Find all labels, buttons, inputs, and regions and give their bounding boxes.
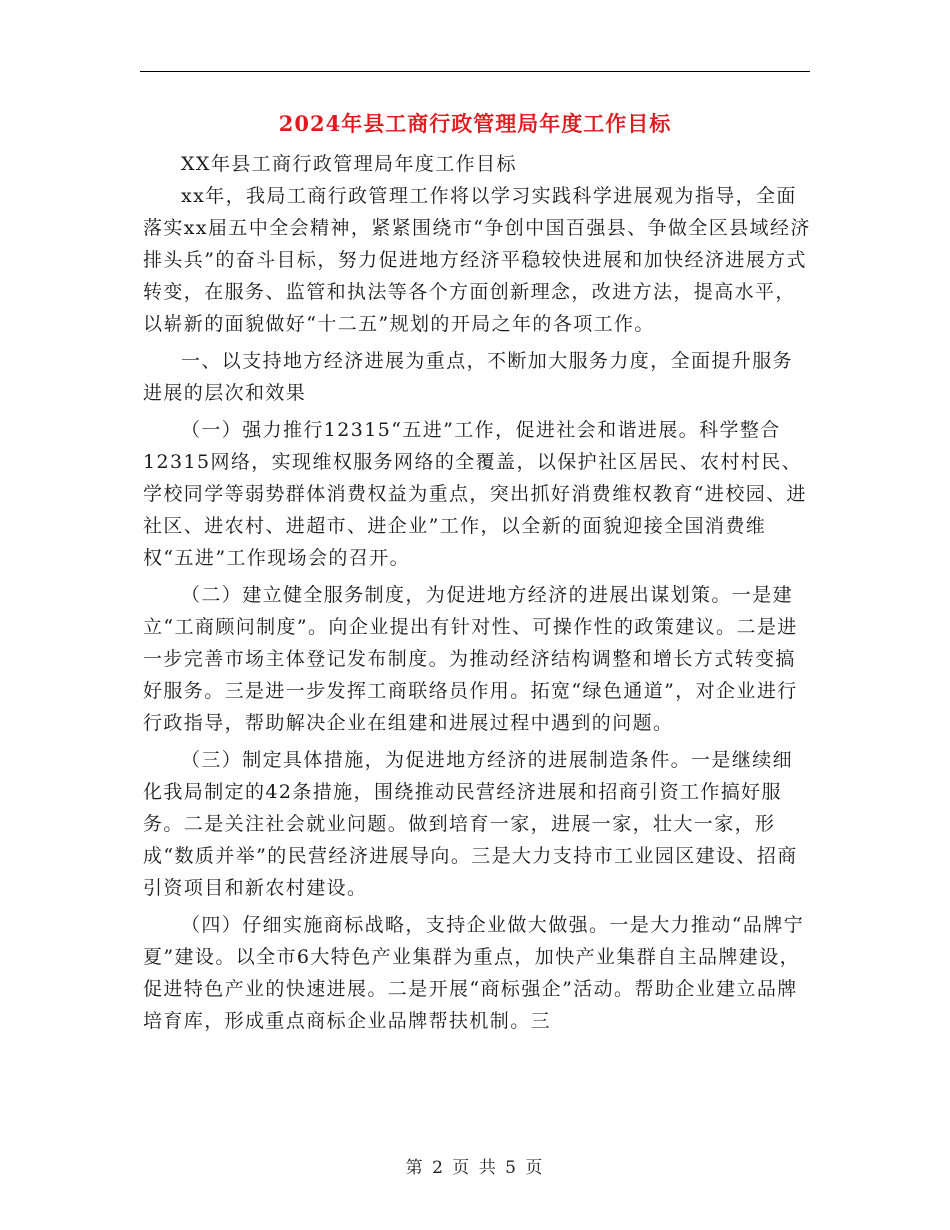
document-title: 2024年县工商行政管理局年度工作目标	[278, 111, 672, 136]
paragraph-item-1: （一）强力推行12315“五进”工作，促进社会和谐进展。科学整合12315网络，实现维权服务网络的全覆盖，以保护社区居民、农村村民、学校同学等弱势群体消费权益为重点，突出抓好消费维权教育“进校园、进社区、进农村、进超市、进企业”工作，以全新的面貌迎接全国消费维权“五进”工作现场会的召开。	[143, 419, 807, 569]
section-heading-1: 一、以支持地方经济进展为重点，不断加大服务力度，全面提升服务进展的层次和效果	[143, 350, 794, 404]
paragraph-intro: xx年，我局工商行政管理工作将以学习实践科学进展观为指导，全面落实xx届五中全会精神，紧紧围绕市“争创中国百强县、争做全区县域经济排头兵”的奋斗目标，努力促进地方经济平稳较快进展和加快经济进展方式转变，在服务、监管和执法等各个方面创新理念，改进方法，提高水平，以崭新的面貌做好“十二五”规划的开局之年的各项工作。	[143, 185, 811, 335]
paragraph-item-2: （二）建立健全服务制度，为促进地方经济的进展出谋划策。一是建立“工商顾问制度”。向企业提出有针对性、可操作性的政策建议。二是进一步完善市场主体登记发布制度。为推动经济结构调整和增长方式转变搞好服务。三是进一步发挥工商联络员作用。拓宽“绿色通道”，对企业进行行政指导，帮助解决企业在组建和进展过程中遇到的问题。	[143, 584, 798, 734]
document-body	[143, 148, 813, 1042]
header-rule	[140, 71, 810, 72]
paragraph-item-4: （四）仔细实施商标战略，支持企业做大做强。一是大力推动“品牌宁夏”建设。以全市6大特色产业集群为重点，加快产业集群自主品牌建设，促进特色产业的快速进展。二是开展“商标强企”活动。帮助企业建立品牌培育库，形成重点商标企业品牌帮扶机制。三	[143, 914, 805, 1032]
page-number: 第 2 页 共 5 页	[405, 1158, 545, 1178]
paragraph-item-3: （三）制定具体措施，为促进地方经济的进展制造条件。一是继续细化我局制定的42条措施，围绕推动民营经济进展和招商引资工作搞好服务。二是关注社会就业问题。做到培育一家，进展一家，壮大一家，形成“数质并举”的民营经济进展导向。三是大力支持市工业园区建设、招商引资项目和新农村建设。	[143, 749, 798, 899]
paragraph-subtitle: XX年县工商行政管理局年度工作目标	[181, 153, 517, 175]
